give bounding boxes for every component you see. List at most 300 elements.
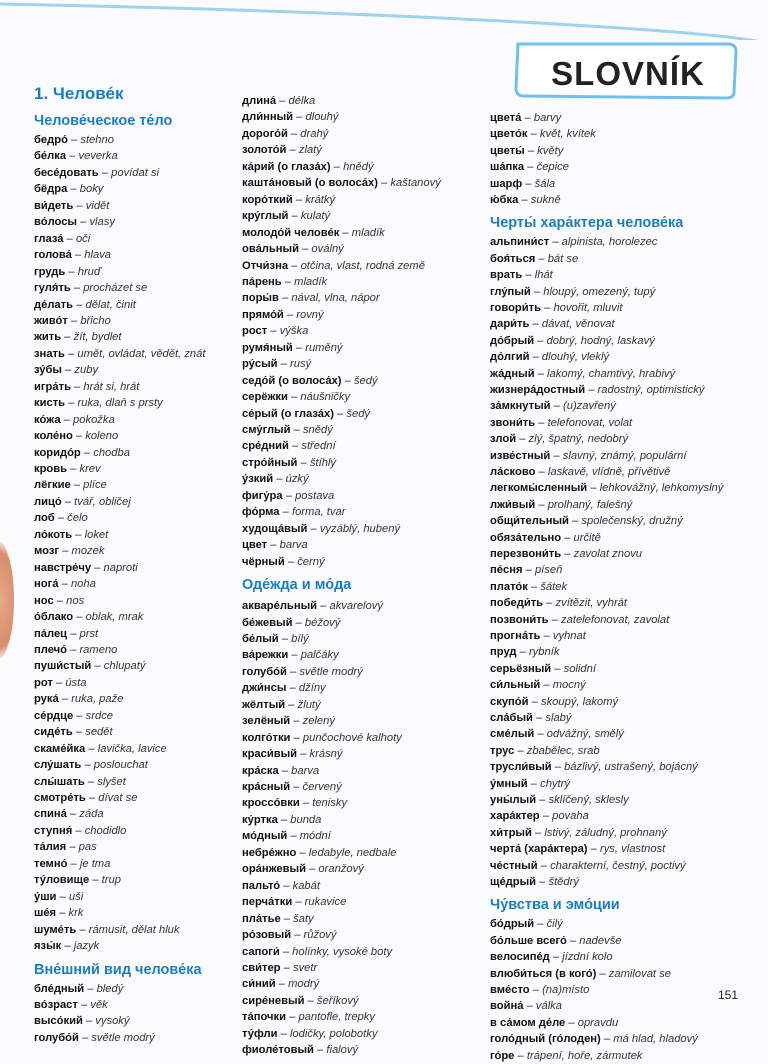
dash-separator: – — [84, 775, 98, 788]
czech-translation: laskavě, vlídně, přívětivě — [547, 466, 671, 478]
czech-translation: loket — [84, 528, 109, 541]
dash-separator: – — [550, 400, 563, 413]
vocab-entry — [242, 795, 347, 811]
dash-separator: – — [81, 759, 94, 772]
russian-word: седо́й (о волоса́х) — [242, 374, 342, 387]
czech-translation: slavný, známý, populární — [562, 449, 687, 462]
czech-translation: hruď — [77, 265, 101, 278]
russian-word: до́брый — [490, 334, 535, 347]
vocab-entry — [34, 905, 83, 921]
dash-separator: – — [71, 249, 85, 262]
section-heading: Чу́вства и эмо́ции — [490, 897, 620, 914]
vocab-entry — [242, 944, 392, 960]
czech-translation: hloupý, omezený, tupý — [543, 285, 656, 298]
vocab-entry — [242, 1009, 375, 1025]
vocab-entry — [242, 142, 322, 158]
czech-translation: čelo — [67, 512, 88, 525]
vocab-entry — [242, 960, 317, 976]
russian-word: у́ши — [34, 890, 57, 903]
vocab-entry — [490, 579, 567, 595]
russian-word: навстре́чу — [34, 561, 92, 574]
dash-separator: – — [549, 951, 563, 964]
dash-separator: – — [98, 166, 112, 179]
vocab-entry — [490, 349, 609, 365]
dash-separator: – — [290, 424, 303, 436]
czech-translation: rybník — [528, 646, 560, 659]
dash-separator: – — [307, 522, 320, 535]
czech-translation: slabý — [545, 712, 572, 724]
czech-translation: ruka, dlaň s prsty — [77, 397, 163, 410]
vocab-entry — [34, 691, 123, 707]
russian-word: кисть — [34, 397, 66, 410]
czech-translation: oblak, mrak — [85, 611, 144, 624]
vocab-entry — [34, 412, 115, 428]
dash-separator: – — [77, 216, 90, 229]
vocab-entry — [34, 1013, 130, 1029]
czech-translation: prolhaný, falešný — [547, 498, 633, 511]
dash-separator: – — [304, 994, 317, 1007]
dash-separator: – — [67, 463, 80, 475]
russian-word: пе́сня — [490, 564, 523, 577]
dash-separator: – — [333, 407, 347, 420]
czech-translation: mozek — [71, 545, 105, 558]
dash-separator: – — [70, 380, 84, 393]
russian-word: пла́тье — [242, 912, 281, 925]
dash-separator: – — [524, 144, 538, 157]
czech-translation: hovořit, mluvit — [553, 302, 623, 314]
russian-word: поры́в — [242, 292, 279, 305]
vocab-entry — [34, 329, 122, 345]
russian-word: врать — [490, 269, 523, 282]
vocab-entry — [490, 448, 686, 464]
vocab-entry — [242, 192, 335, 208]
czech-translation: radostný, optimistický — [597, 384, 705, 396]
russian-word: бедро́ — [34, 134, 68, 146]
czech-translation: květ, kvítek — [539, 128, 596, 141]
czech-translation: oranžový — [318, 863, 364, 876]
russian-word: трус — [490, 744, 515, 757]
dash-separator: – — [288, 210, 301, 223]
russian-word: кроссо́вки — [242, 797, 300, 810]
russian-word: война́ — [490, 1000, 524, 1013]
vocab-entry — [242, 861, 364, 877]
vocab-entry — [490, 743, 600, 759]
russian-word: ка́рий (о глаза́х) — [242, 160, 331, 173]
dash-separator: – — [73, 199, 86, 212]
vocab-entry — [242, 615, 340, 631]
dash-separator: – — [91, 561, 104, 574]
dash-separator: – — [522, 177, 535, 190]
russian-word: игра́ть — [34, 380, 71, 393]
czech-translation: žít, bydlet — [73, 331, 122, 344]
vocab-entry — [490, 497, 632, 513]
czech-translation: zlý, špatný, nedobrý — [528, 433, 629, 446]
russian-word: влюби́ться (в кого́) — [490, 967, 597, 980]
dash-separator: – — [273, 473, 286, 486]
vocab-entry — [490, 710, 571, 726]
russian-word: сре́дний — [242, 440, 289, 453]
vocab-entry — [242, 340, 343, 356]
russian-word: цвет — [242, 539, 268, 552]
vocab-entry — [242, 389, 350, 405]
vocab-entry — [34, 708, 113, 724]
vocab-entry — [242, 730, 402, 746]
vocab-entry — [242, 554, 325, 570]
russian-word: смотре́ть — [34, 792, 86, 804]
russian-word: нога́ — [34, 578, 59, 591]
dash-separator: – — [516, 646, 529, 659]
vocab-entry — [490, 1015, 618, 1031]
russian-word: цветы́ — [490, 144, 525, 157]
russian-word: уны́лый — [490, 794, 537, 806]
dash-separator: – — [292, 341, 306, 354]
russian-word: ще́дрый — [490, 876, 537, 888]
czech-translation: stehno — [80, 134, 114, 146]
dash-separator: – — [91, 660, 104, 673]
russian-word: нос — [34, 594, 54, 607]
russian-word: де́лать — [34, 298, 74, 311]
russian-word: че́стный — [490, 859, 538, 872]
russian-word: кровь — [34, 463, 68, 475]
czech-translation: palčáky — [300, 649, 339, 662]
russian-word: ко́жа — [34, 413, 61, 426]
dash-separator: – — [280, 912, 294, 925]
dash-separator: – — [284, 555, 298, 568]
russian-word: лицо́ — [34, 495, 62, 508]
vocab-entry — [34, 658, 145, 674]
vocab-entry — [242, 323, 308, 339]
vocab-entry — [34, 231, 90, 247]
russian-word: кра́ска — [242, 764, 279, 777]
czech-translation: hrát si, hrát — [83, 380, 140, 393]
vocab-entry — [490, 808, 589, 824]
russian-word: фо́рма — [242, 506, 280, 519]
dash-separator: – — [299, 797, 313, 810]
czech-translation: čilý — [546, 918, 563, 931]
czech-translation: tenisky — [312, 797, 348, 810]
russian-word: худоща́вый — [242, 522, 308, 535]
czech-translation: píseň — [534, 564, 563, 577]
russian-word: краси́вый — [242, 748, 298, 761]
russian-word: стро́йный — [242, 456, 298, 469]
dash-separator: – — [64, 347, 78, 360]
vocab-entry — [34, 790, 137, 806]
vocab-entry — [34, 997, 108, 1013]
czech-translation: ruměný — [305, 341, 343, 354]
czech-translation: punčochové kalhoty — [302, 731, 402, 744]
czech-translation: oči — [75, 232, 91, 245]
russian-word: победи́ть — [490, 597, 544, 610]
russian-word: бо́дрый — [490, 918, 535, 931]
czech-translation: bílý — [291, 632, 309, 645]
vocab-entry — [490, 284, 655, 300]
dash-separator: – — [283, 308, 297, 321]
vocab-entry — [34, 1030, 155, 1046]
czech-translation: chodidlo — [84, 824, 127, 837]
vocab-entry — [490, 530, 601, 546]
vocab-entry — [34, 757, 148, 773]
dash-separator: – — [291, 929, 304, 942]
vocab-entry — [490, 874, 579, 890]
czech-translation: květy — [537, 144, 564, 157]
czech-translation: nával, vlna, nápor — [291, 292, 380, 305]
vocab-entry — [34, 264, 101, 280]
vocab-entry — [490, 562, 562, 578]
russian-word: си́ний — [242, 978, 276, 991]
russian-word: бо́льше всего́ — [490, 934, 567, 947]
russian-word: коридо́р — [34, 446, 81, 459]
vocab-entry — [490, 513, 683, 529]
dash-separator: – — [293, 111, 306, 124]
czech-translation: povídat si — [111, 166, 160, 179]
dash-separator: – — [286, 144, 299, 157]
russian-word: длина́ — [242, 95, 277, 107]
russian-word: цвето́к — [490, 128, 528, 141]
czech-translation: krev — [79, 463, 101, 475]
dash-separator: – — [549, 236, 562, 249]
czech-translation: šála — [534, 177, 556, 190]
russian-word: альпини́ст — [490, 236, 550, 249]
russian-word: фиоле́товый — [242, 1044, 314, 1057]
czech-translation: jazyk — [73, 940, 100, 953]
russian-word: бле́дный — [34, 982, 85, 995]
russian-word: слу́шать — [34, 759, 82, 772]
russian-word: ту́ловище — [34, 874, 90, 887]
dash-separator: – — [529, 318, 542, 331]
russian-word: прогна́ть — [490, 630, 541, 642]
czech-translation: rukavice — [304, 896, 347, 909]
russian-word: обяза́тельно — [490, 531, 562, 544]
vocab-entry — [34, 774, 126, 790]
russian-word: позвони́ть — [490, 613, 549, 626]
dash-separator: – — [587, 482, 600, 495]
czech-translation: holínky, vysoké boty — [292, 945, 393, 958]
russian-word: гуля́ть — [34, 282, 71, 295]
czech-translation: válka — [535, 1000, 562, 1013]
russian-word: колго́тки — [242, 731, 291, 744]
russian-word: коле́но — [34, 430, 73, 443]
czech-translation: věk — [90, 998, 108, 1011]
dash-separator: – — [66, 841, 79, 854]
russian-word: ро́зовый — [242, 929, 292, 942]
dash-separator: – — [600, 1033, 614, 1046]
vocab-entry — [34, 148, 118, 164]
russian-word: лёгкие — [34, 479, 71, 492]
vocab-entry — [34, 395, 163, 411]
vocab-entry — [242, 126, 328, 142]
czech-translation: nadevše — [579, 934, 622, 947]
vocab-entry — [242, 845, 397, 861]
russian-word: голо́дный (го́лоден) — [490, 1033, 601, 1046]
vocab-entry — [34, 856, 110, 872]
czech-translation: čepice — [536, 161, 569, 174]
russian-word: общи́тельный — [490, 515, 569, 528]
dash-separator: – — [80, 446, 94, 459]
dash-separator: – — [551, 761, 565, 774]
czech-translation: krk — [68, 907, 84, 920]
czech-translation: barvy — [533, 112, 562, 124]
dash-separator: – — [65, 397, 78, 410]
russian-word: вме́сто — [490, 984, 530, 996]
russian-word: зелёный — [242, 715, 291, 728]
czech-translation: trápení, hoře, zármutek — [526, 1049, 643, 1062]
czech-translation: trup — [101, 874, 121, 887]
dash-separator: – — [290, 731, 303, 744]
czech-translation: kulatý — [300, 210, 331, 223]
czech-translation: béžový — [304, 616, 341, 629]
czech-translation: ruka, paže — [71, 693, 124, 706]
czech-translation: skoupý, lakomý — [540, 695, 619, 708]
dash-separator: – — [59, 545, 72, 558]
russian-word: ше́я — [34, 907, 57, 920]
dash-separator: – — [292, 896, 305, 909]
russian-word: у́зкий — [242, 473, 274, 486]
vocab-entry — [242, 488, 334, 504]
czech-translation: barva — [291, 764, 320, 777]
vocab-entry — [34, 675, 86, 691]
vocab-entry — [34, 981, 123, 997]
vocab-entry — [490, 982, 589, 998]
dash-separator: – — [543, 597, 556, 610]
vocab-entry — [490, 1048, 643, 1064]
russian-word: кру́глый — [242, 210, 289, 223]
vocab-entry — [490, 916, 563, 932]
dash-separator: – — [279, 945, 293, 958]
vocab-entry — [34, 609, 143, 625]
russian-word: джи́нсы — [242, 682, 287, 695]
russian-word: пуши́стый — [34, 660, 92, 673]
russian-word: глаза́ — [34, 232, 64, 245]
vocab-entry — [490, 628, 586, 644]
russian-word: серьёзный — [490, 662, 552, 675]
czech-translation: slyšet — [97, 775, 126, 788]
vocab-entry — [34, 214, 115, 230]
czech-translation: telefonovat, volat — [547, 416, 633, 429]
dash-separator: – — [67, 314, 81, 327]
dash-separator: – — [67, 627, 80, 640]
czech-translation: ústa — [65, 676, 87, 689]
dash-separator: – — [67, 134, 81, 146]
dash-separator: – — [72, 726, 86, 739]
russian-word: у́мный — [490, 777, 528, 790]
russian-word: сме́лый — [490, 728, 535, 741]
section-heading: Вне́шний вид челове́ка — [34, 961, 202, 978]
czech-translation: modrý — [288, 978, 320, 991]
vocab-entry — [490, 841, 665, 857]
czech-translation: sklíčený, sklesly — [548, 794, 629, 806]
dash-separator: – — [288, 440, 302, 453]
dash-separator: – — [566, 934, 580, 947]
section-heading: Черты́ хара́ктера челове́ка — [490, 215, 684, 232]
dash-separator: – — [296, 846, 309, 859]
dash-separator: – — [313, 1044, 327, 1057]
dash-separator: – — [298, 243, 312, 256]
czech-translation: mladík — [351, 226, 385, 239]
dash-separator: – — [534, 367, 548, 380]
russian-word: ру́сый — [242, 358, 278, 371]
dash-separator: – — [514, 1049, 527, 1062]
vocab-entry — [242, 647, 339, 663]
russian-word: дорого́й — [242, 127, 288, 140]
russian-word: пальто́ — [242, 879, 281, 892]
czech-translation: šedý — [346, 407, 371, 420]
czech-translation: vyhnat — [552, 630, 586, 642]
russian-word: чёрный — [242, 555, 285, 568]
vocab-entry — [34, 889, 83, 905]
czech-translation: rovný — [296, 308, 324, 321]
vocab-entry — [490, 176, 555, 192]
dash-separator: – — [292, 193, 306, 206]
section-heading: Челове́ческое те́ло — [34, 113, 173, 129]
dash-separator: – — [540, 630, 553, 642]
russian-word: бесе́довать — [34, 166, 99, 179]
czech-translation: vyzáblý, hubený — [319, 522, 401, 535]
vocab-entry — [242, 504, 345, 520]
russian-word: шуме́ть — [34, 923, 77, 936]
vocab-entry — [242, 1026, 377, 1042]
vocab-entry — [34, 280, 147, 296]
vocab-entry — [490, 267, 553, 283]
russian-word: боя́ться — [490, 252, 536, 265]
russian-word: злой — [490, 433, 517, 446]
vocab-entry — [34, 642, 117, 658]
russian-word: прямо́й — [242, 308, 284, 321]
dash-separator: – — [63, 232, 76, 245]
vocab-entry — [34, 560, 138, 576]
vocab-entry — [34, 379, 139, 395]
russian-word: сла́бый — [490, 712, 533, 724]
czech-translation: zatelefonovat, zavolat — [561, 613, 670, 626]
czech-translation: lehkovážný, lehkomyslný — [599, 482, 724, 495]
russian-word: та́лия — [34, 841, 67, 854]
dash-separator: – — [65, 265, 78, 278]
russian-word: язы́к — [34, 940, 62, 953]
czech-translation: záda — [79, 808, 104, 821]
vocab-entry — [34, 839, 97, 855]
vocab-entry — [490, 366, 675, 382]
czech-translation: chlupatý — [103, 660, 146, 673]
russian-word: сму́глый — [242, 424, 291, 436]
russian-word: жить — [34, 331, 62, 344]
vocab-entry — [490, 159, 569, 175]
vocab-entry — [34, 494, 131, 510]
vocab-entry — [490, 949, 613, 965]
russian-word: рот — [34, 676, 53, 689]
czech-translation: šeříkový — [316, 994, 359, 1007]
vocab-entry — [490, 759, 698, 775]
dash-separator: – — [73, 298, 86, 311]
dash-separator: – — [278, 764, 292, 777]
russian-word: си́льный — [490, 679, 541, 692]
vocab-entry — [34, 181, 103, 197]
dash-separator: – — [522, 564, 535, 577]
vocab-entry — [242, 93, 315, 109]
russian-word: ова́льный — [242, 243, 299, 256]
dash-separator: – — [58, 578, 71, 591]
czech-translation: světle modrý — [299, 665, 363, 678]
russian-word: кашта́новый (о волоса́х) — [242, 177, 378, 190]
vocab-entry — [242, 537, 308, 553]
czech-translation: bledý — [96, 982, 124, 995]
dash-separator: – — [524, 161, 537, 174]
dash-separator: – — [61, 940, 74, 953]
dash-separator: – — [267, 539, 280, 552]
czech-translation: mocný — [552, 679, 586, 692]
czech-translation: srdce — [85, 709, 114, 722]
russian-word: серёжки — [242, 391, 288, 404]
vocab-entry — [490, 316, 615, 332]
czech-translation: barva — [279, 539, 308, 552]
